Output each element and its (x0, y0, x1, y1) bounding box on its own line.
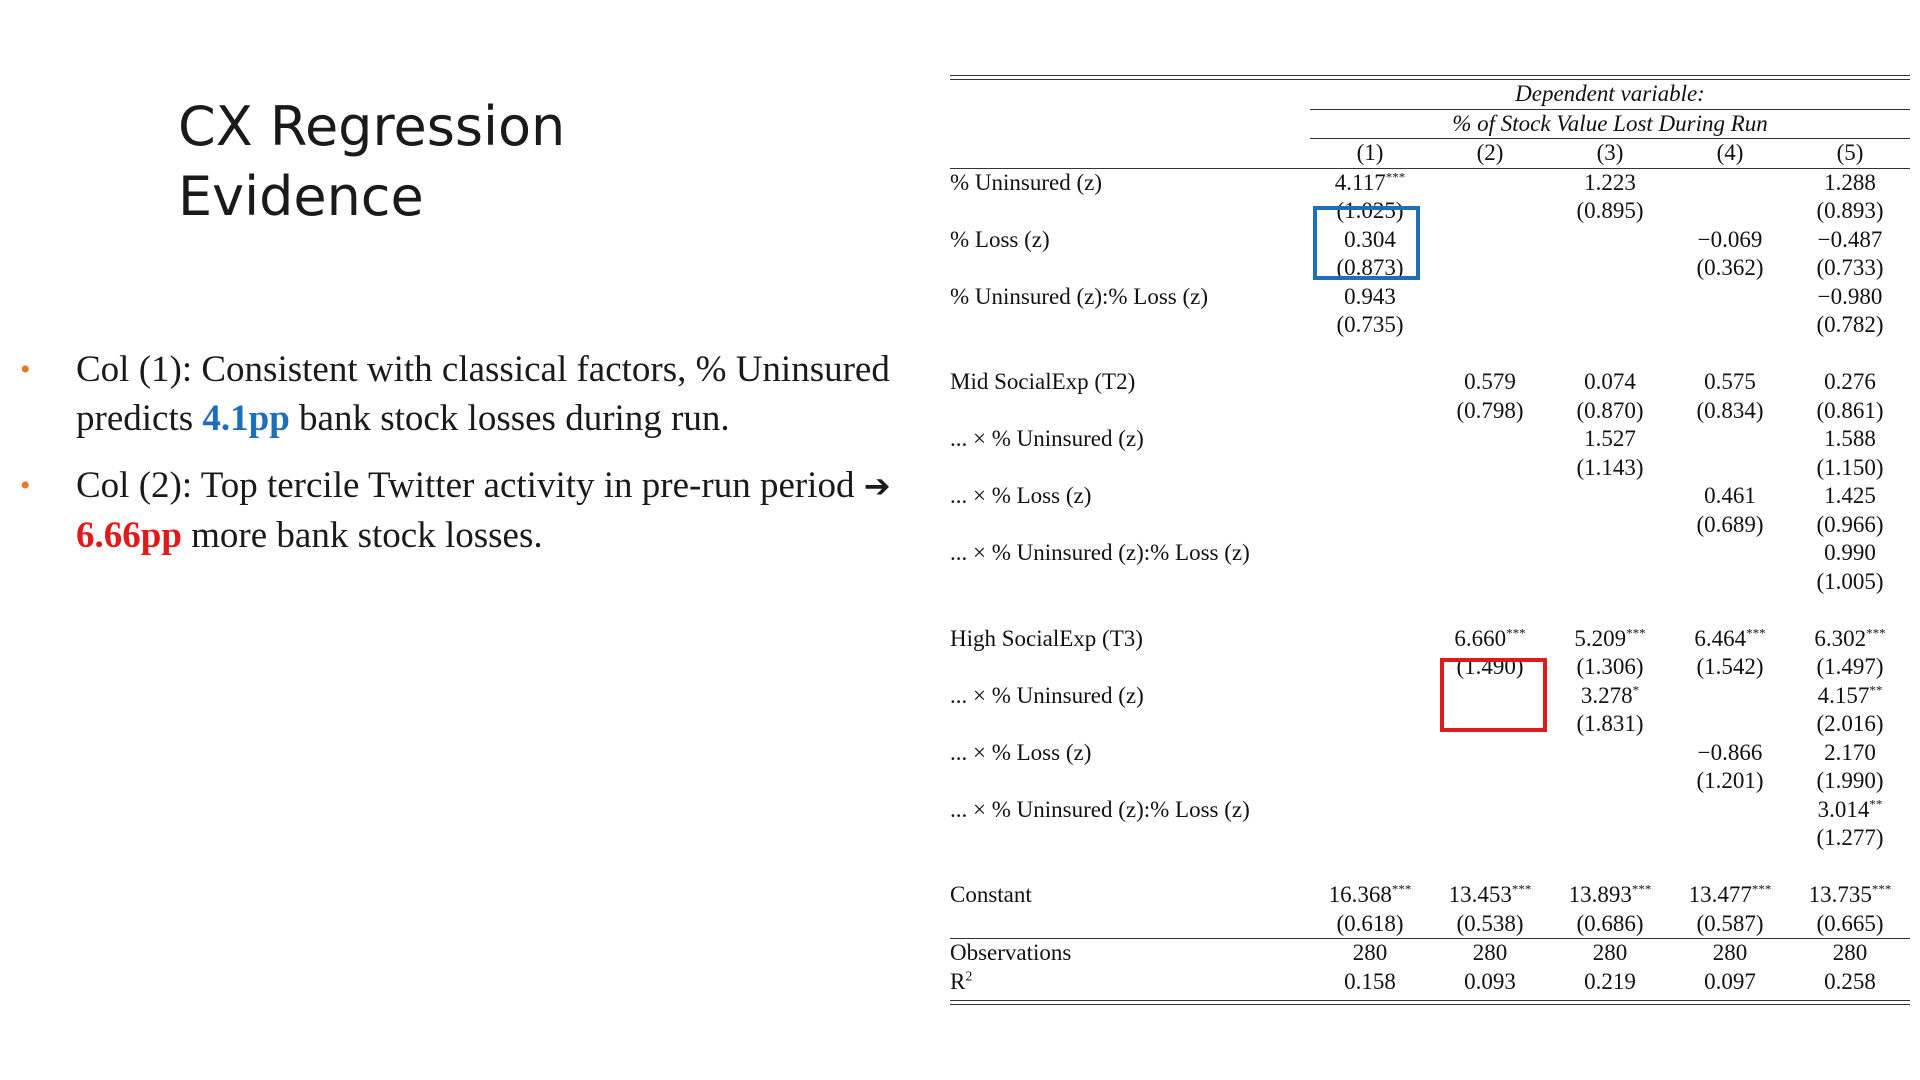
table-cell (1430, 226, 1550, 255)
table-cell (1310, 311, 1430, 340)
table-cell (1670, 881, 1790, 910)
column-header: (5) (1790, 139, 1910, 169)
table-cell (1550, 710, 1670, 739)
table-cell (1670, 197, 1790, 226)
table-row-se (950, 197, 1910, 226)
table-cell (1430, 311, 1550, 340)
significance-stars: *** (1746, 624, 1766, 640)
cell-value: 1.588 (1824, 426, 1876, 451)
table-cell (1550, 397, 1670, 426)
table-cell (1670, 910, 1790, 939)
cell-value: 280 (1352, 940, 1388, 965)
table-cell (1670, 254, 1790, 283)
cell-value: 2.170 (1824, 739, 1876, 765)
table-row (950, 539, 1910, 568)
cell-value: 1.425 (1824, 483, 1876, 508)
table-cell (1430, 368, 1550, 397)
table-cell (1550, 968, 1670, 997)
table-row (950, 796, 1910, 825)
table-cell (1310, 511, 1430, 540)
column-header: (2) (1430, 139, 1550, 169)
table-cell (1790, 368, 1910, 397)
table-cell (1790, 425, 1910, 454)
table-cell (1310, 682, 1430, 711)
title-line-2: Evidence (178, 165, 424, 228)
table-cell (1550, 682, 1670, 711)
table-cell (1790, 168, 1910, 197)
table-cell (1670, 368, 1790, 397)
significance-stars: *** (1385, 168, 1406, 184)
table-row-se (950, 568, 1910, 597)
table-cell (1670, 311, 1790, 340)
cell-value: (0.362) (1696, 255, 1764, 280)
dependent-variable-label: Dependent variable: (1310, 80, 1910, 109)
table-cell (1550, 824, 1670, 853)
table-row-se (950, 511, 1910, 540)
table-cell (1430, 254, 1550, 283)
table-cell (1550, 482, 1670, 511)
table-cell (1310, 653, 1430, 682)
table-cell (1790, 767, 1910, 796)
table-cell (1430, 910, 1550, 939)
table-cell (1670, 511, 1790, 540)
table-cell (1670, 939, 1790, 968)
table-row-se (950, 767, 1910, 796)
table-cell (1550, 653, 1670, 682)
table-cell (1430, 739, 1550, 768)
cell-value: 0.276 (1824, 369, 1876, 394)
table-row (950, 482, 1910, 511)
cell-value: (1.497) (1816, 654, 1884, 679)
table-cell (1790, 653, 1910, 682)
cell-value: (0.966) (1816, 511, 1884, 537)
table-cell (1310, 368, 1430, 397)
table-cell (1550, 767, 1670, 796)
row-label: % Loss (z) (950, 226, 1050, 252)
table-cell (1790, 397, 1910, 426)
table-cell (1310, 910, 1430, 939)
table-row-se (950, 254, 1910, 283)
table-cell (1310, 283, 1430, 312)
bullet-text: Col (2): Top tercile Twitter activity in pre-run period (76, 465, 864, 506)
table-row (950, 739, 1910, 768)
title-line-1: CX Regression (178, 95, 566, 158)
cell-value: (0.895) (1576, 198, 1644, 223)
table-cell (1670, 482, 1790, 511)
bullet-text: Col (1): Consistent with classical factors, % Uninsured predicts (76, 349, 890, 439)
table-cell (1310, 939, 1430, 968)
table-cell (1430, 767, 1550, 796)
cell-value: 6.660 (1454, 625, 1507, 651)
cell-value: 5.209 (1574, 625, 1627, 651)
arrow-right-icon: ➔ (863, 467, 891, 505)
table-cell (1430, 511, 1550, 540)
cell-value: 4.117 (1334, 169, 1386, 195)
r-squared-label (950, 968, 1310, 997)
table-cell (1550, 796, 1670, 825)
table-row (950, 425, 1910, 454)
cell-value: 280 (1472, 940, 1508, 965)
cell-value: 0.097 (1704, 968, 1756, 994)
cell-value: (1.005) (1816, 568, 1884, 594)
table-row (950, 226, 1910, 255)
bullet-list (20, 345, 910, 578)
table-cell (1790, 881, 1910, 910)
table-cell (1430, 939, 1550, 968)
row-label: % Uninsured (z):% Loss (z) (950, 283, 1209, 309)
cell-value: (0.798) (1456, 397, 1524, 423)
cell-value: (0.686) (1576, 910, 1644, 936)
cell-value: (0.861) (1816, 397, 1884, 423)
table-cell (1550, 254, 1670, 283)
table-cell (1430, 710, 1550, 739)
cell-value: 3.278 (1580, 682, 1633, 708)
table-cell (1430, 197, 1550, 226)
significance-stars: ** (1869, 681, 1883, 697)
cell-value: 280 (1832, 940, 1868, 965)
cell-value: (1.143) (1576, 454, 1644, 480)
table-cell (1790, 968, 1910, 997)
table-cell (1670, 568, 1790, 597)
significance-stars: *** (1511, 881, 1532, 897)
table-cell (1310, 881, 1430, 910)
cell-value: 0.579 (1464, 369, 1516, 394)
table-cell (1430, 625, 1550, 654)
significance-stars: *** (1751, 881, 1772, 897)
table-cell (1790, 739, 1910, 768)
cell-value: (0.834) (1696, 397, 1764, 423)
cell-value: (0.735) (1336, 312, 1404, 337)
cell-value: 1.288 (1824, 169, 1876, 195)
table-cell (1790, 254, 1910, 283)
table-cell (1430, 539, 1550, 568)
cell-value: (0.893) (1816, 198, 1884, 223)
table-row-se (950, 710, 1910, 739)
row-label: ... × % Loss (z) (950, 483, 1092, 508)
bottom-rule (950, 1000, 1910, 1005)
cell-value: 0.943 (1344, 283, 1396, 309)
row-label: ... × % Loss (z) (950, 739, 1092, 765)
table-cell (1550, 511, 1670, 540)
observations-label: Observations (950, 939, 1310, 968)
cell-value: 6.302 (1814, 625, 1867, 651)
table-cell (1430, 425, 1550, 454)
table-cell (1790, 710, 1910, 739)
table-cell (1550, 168, 1670, 197)
cell-value: 0.219 (1584, 968, 1636, 994)
table-cell (1430, 881, 1550, 910)
row-label: ... × % Uninsured (z):% Loss (z) (950, 540, 1250, 565)
table-cell (1310, 767, 1430, 796)
table-row-se (950, 311, 1910, 340)
cell-value: 1.527 (1584, 426, 1636, 451)
table-cell (1790, 625, 1910, 654)
table-cell (1670, 824, 1790, 853)
table-cell (1310, 539, 1430, 568)
cell-value: 0.990 (1824, 540, 1876, 565)
cell-value: (0.873) (1336, 255, 1404, 280)
table-row-se (950, 397, 1910, 426)
row-label: ... × % Uninsured (z):% Loss (z) (950, 796, 1250, 822)
regression-grid (950, 80, 1910, 996)
table-row-se (950, 653, 1910, 682)
table-cell (1550, 625, 1670, 654)
r-squared-superscript: 2 (965, 968, 973, 984)
bullet-text-end: bank stock losses during run. (289, 398, 730, 439)
row-label: ... × % Uninsured (z) (950, 426, 1144, 451)
significance-stars: ** (1869, 795, 1883, 811)
table-cell (1310, 397, 1430, 426)
table-cell (1790, 226, 1910, 255)
table-cell (1550, 283, 1670, 312)
table-cell (1310, 168, 1430, 197)
cell-value: 0.074 (1584, 369, 1636, 394)
table-cell (1310, 625, 1430, 654)
table-cell (1430, 168, 1550, 197)
table-cell (1670, 767, 1790, 796)
column-header: (3) (1550, 139, 1670, 169)
cell-value: (0.538) (1456, 910, 1524, 936)
table-cell (1670, 168, 1790, 197)
cell-value: 0.461 (1704, 483, 1756, 508)
significance-stars: *** (1506, 624, 1526, 640)
cell-value: 6.464 (1694, 625, 1747, 651)
table-cell (1430, 796, 1550, 825)
cell-value: (0.782) (1816, 312, 1884, 337)
column-number-row (950, 139, 1910, 169)
table-cell (1550, 454, 1670, 483)
table-cell (1310, 482, 1430, 511)
row-label: High SocialExp (T3) (950, 625, 1143, 651)
table-row-se (950, 910, 1910, 939)
table-cell (1670, 968, 1790, 997)
table-row (950, 283, 1910, 312)
table-cell (1550, 226, 1670, 255)
table-cell (1670, 226, 1790, 255)
cell-value: (0.665) (1816, 910, 1884, 936)
cell-value: 0.093 (1464, 968, 1516, 994)
cell-value: (1.990) (1816, 768, 1884, 793)
table-row (950, 368, 1910, 397)
cell-value: (1.306) (1576, 654, 1644, 679)
cell-value: 280 (1712, 940, 1748, 965)
table-cell (1430, 397, 1550, 426)
cell-value: (2.016) (1816, 711, 1884, 736)
row-spacer (950, 853, 1910, 882)
cell-value: 13.453 (1448, 882, 1512, 907)
table-cell (1670, 283, 1790, 312)
cell-value: 0.575 (1704, 369, 1756, 394)
bullet-text-end: more bank stock losses. (181, 515, 543, 556)
cell-value: (0.733) (1816, 255, 1884, 280)
cell-value: 13.893 (1568, 882, 1632, 907)
table-cell (1430, 454, 1550, 483)
table-cell (1310, 968, 1430, 997)
table-cell (1550, 881, 1670, 910)
cell-value: −0.069 (1697, 226, 1763, 252)
dependent-variable-row (950, 109, 1910, 139)
table-cell (1550, 197, 1670, 226)
bullet-dot-icon: • (20, 353, 31, 386)
cell-value: (0.587) (1696, 910, 1764, 936)
table-cell (1790, 197, 1910, 226)
significance-stars: *** (1866, 624, 1886, 640)
table-cell (1790, 482, 1910, 511)
table-cell (1310, 254, 1430, 283)
cell-value: 3.014 (1817, 796, 1870, 822)
significance-stars: *** (1391, 881, 1412, 897)
cell-value: (1.201) (1696, 768, 1764, 793)
table-cell (1430, 283, 1550, 312)
cell-value: 13.477 (1688, 882, 1752, 907)
row-spacer (950, 340, 1910, 369)
table-cell (1790, 796, 1910, 825)
table-row-se (950, 824, 1910, 853)
significance-stars: *** (1626, 624, 1646, 640)
table-cell (1550, 311, 1670, 340)
r-squared-row (950, 968, 1910, 997)
cell-value: (1.831) (1576, 711, 1644, 736)
table-cell (1670, 397, 1790, 426)
table-cell (1550, 910, 1670, 939)
table-cell (1790, 568, 1910, 597)
table-cell (1310, 710, 1430, 739)
bullet-dot-icon: • (20, 469, 31, 502)
table-cell (1790, 283, 1910, 312)
table-row (950, 682, 1910, 711)
table-cell (1430, 568, 1550, 597)
table-cell (1670, 653, 1790, 682)
table-cell (1430, 482, 1550, 511)
r-squared-letter: R (950, 968, 966, 994)
cell-value: 16.368 (1328, 882, 1392, 907)
table-cell (1790, 824, 1910, 853)
table-cell (1430, 682, 1550, 711)
table-cell (1670, 539, 1790, 568)
cell-value: 13.735 (1808, 882, 1872, 907)
table-cell (1550, 739, 1670, 768)
table-cell (1550, 425, 1670, 454)
column-header: (4) (1670, 139, 1790, 169)
row-label: Mid SocialExp (T2) (950, 369, 1136, 394)
cell-value: (1.490) (1456, 654, 1524, 679)
cell-value: (1.150) (1816, 454, 1884, 480)
row-label: ... × % Uninsured (z) (950, 682, 1144, 708)
table-cell (1430, 968, 1550, 997)
cell-value: 0.258 (1824, 968, 1876, 994)
cell-value: (0.870) (1576, 397, 1644, 423)
cell-value: 0.304 (1344, 226, 1396, 252)
row-label: Constant (950, 882, 1032, 907)
table-cell (1550, 368, 1670, 397)
table-cell (1310, 454, 1430, 483)
cell-value: −0.866 (1697, 739, 1763, 765)
dependent-variable-name: % of Stock Value Lost During Run (1310, 109, 1910, 139)
table-cell (1310, 824, 1430, 853)
cell-value: 0.158 (1344, 968, 1396, 994)
significance-stars: * (1632, 681, 1640, 697)
cell-value: −0.980 (1817, 283, 1883, 309)
table-cell (1310, 226, 1430, 255)
table-cell (1670, 739, 1790, 768)
cell-value: 4.157 (1817, 682, 1870, 708)
table-row (950, 625, 1910, 654)
table-cell (1670, 454, 1790, 483)
table-cell (1550, 939, 1670, 968)
table-cell (1310, 425, 1430, 454)
table-cell (1310, 568, 1430, 597)
table-cell (1790, 910, 1910, 939)
regression-table (950, 75, 1910, 1005)
cell-value: (1.277) (1816, 825, 1884, 850)
table-row (950, 881, 1910, 910)
highlight-value-red: 6.66pp (76, 515, 182, 556)
bullet-item-col1 (20, 345, 910, 443)
cell-value: −0.487 (1817, 226, 1883, 252)
table-cell (1310, 197, 1430, 226)
table-cell (1550, 568, 1670, 597)
observations-row (950, 939, 1910, 968)
table-row-se (950, 454, 1910, 483)
dependent-variable-header-row (950, 80, 1910, 109)
table-cell (1550, 539, 1670, 568)
cell-value: (1.025) (1336, 198, 1404, 223)
table-cell (1790, 682, 1910, 711)
slide-title (178, 92, 878, 232)
table-cell (1790, 539, 1910, 568)
column-header: (1) (1310, 139, 1430, 169)
table-cell (1790, 311, 1910, 340)
table-cell (1790, 511, 1910, 540)
table-cell (1790, 454, 1910, 483)
table-cell (1670, 425, 1790, 454)
table-cell (1430, 824, 1550, 853)
table-cell (1670, 625, 1790, 654)
table-cell (1670, 682, 1790, 711)
cell-value: (1.542) (1696, 654, 1764, 679)
cell-value: (0.689) (1696, 511, 1764, 537)
cell-value: 280 (1592, 940, 1628, 965)
table-cell (1670, 710, 1790, 739)
row-spacer (950, 596, 1910, 625)
table-cell (1310, 739, 1430, 768)
table-row (950, 168, 1910, 197)
table-cell (1790, 939, 1910, 968)
cell-value: (0.618) (1336, 910, 1404, 936)
table-cell (1430, 653, 1550, 682)
significance-stars: *** (1871, 881, 1892, 897)
significance-stars: *** (1631, 881, 1652, 897)
row-label: % Uninsured (z) (950, 169, 1103, 195)
highlight-value-blue: 4.1pp (202, 398, 290, 439)
bullet-item-col2 (20, 461, 910, 560)
cell-value: 1.223 (1584, 169, 1636, 195)
table-cell (1670, 796, 1790, 825)
table-cell (1310, 796, 1430, 825)
